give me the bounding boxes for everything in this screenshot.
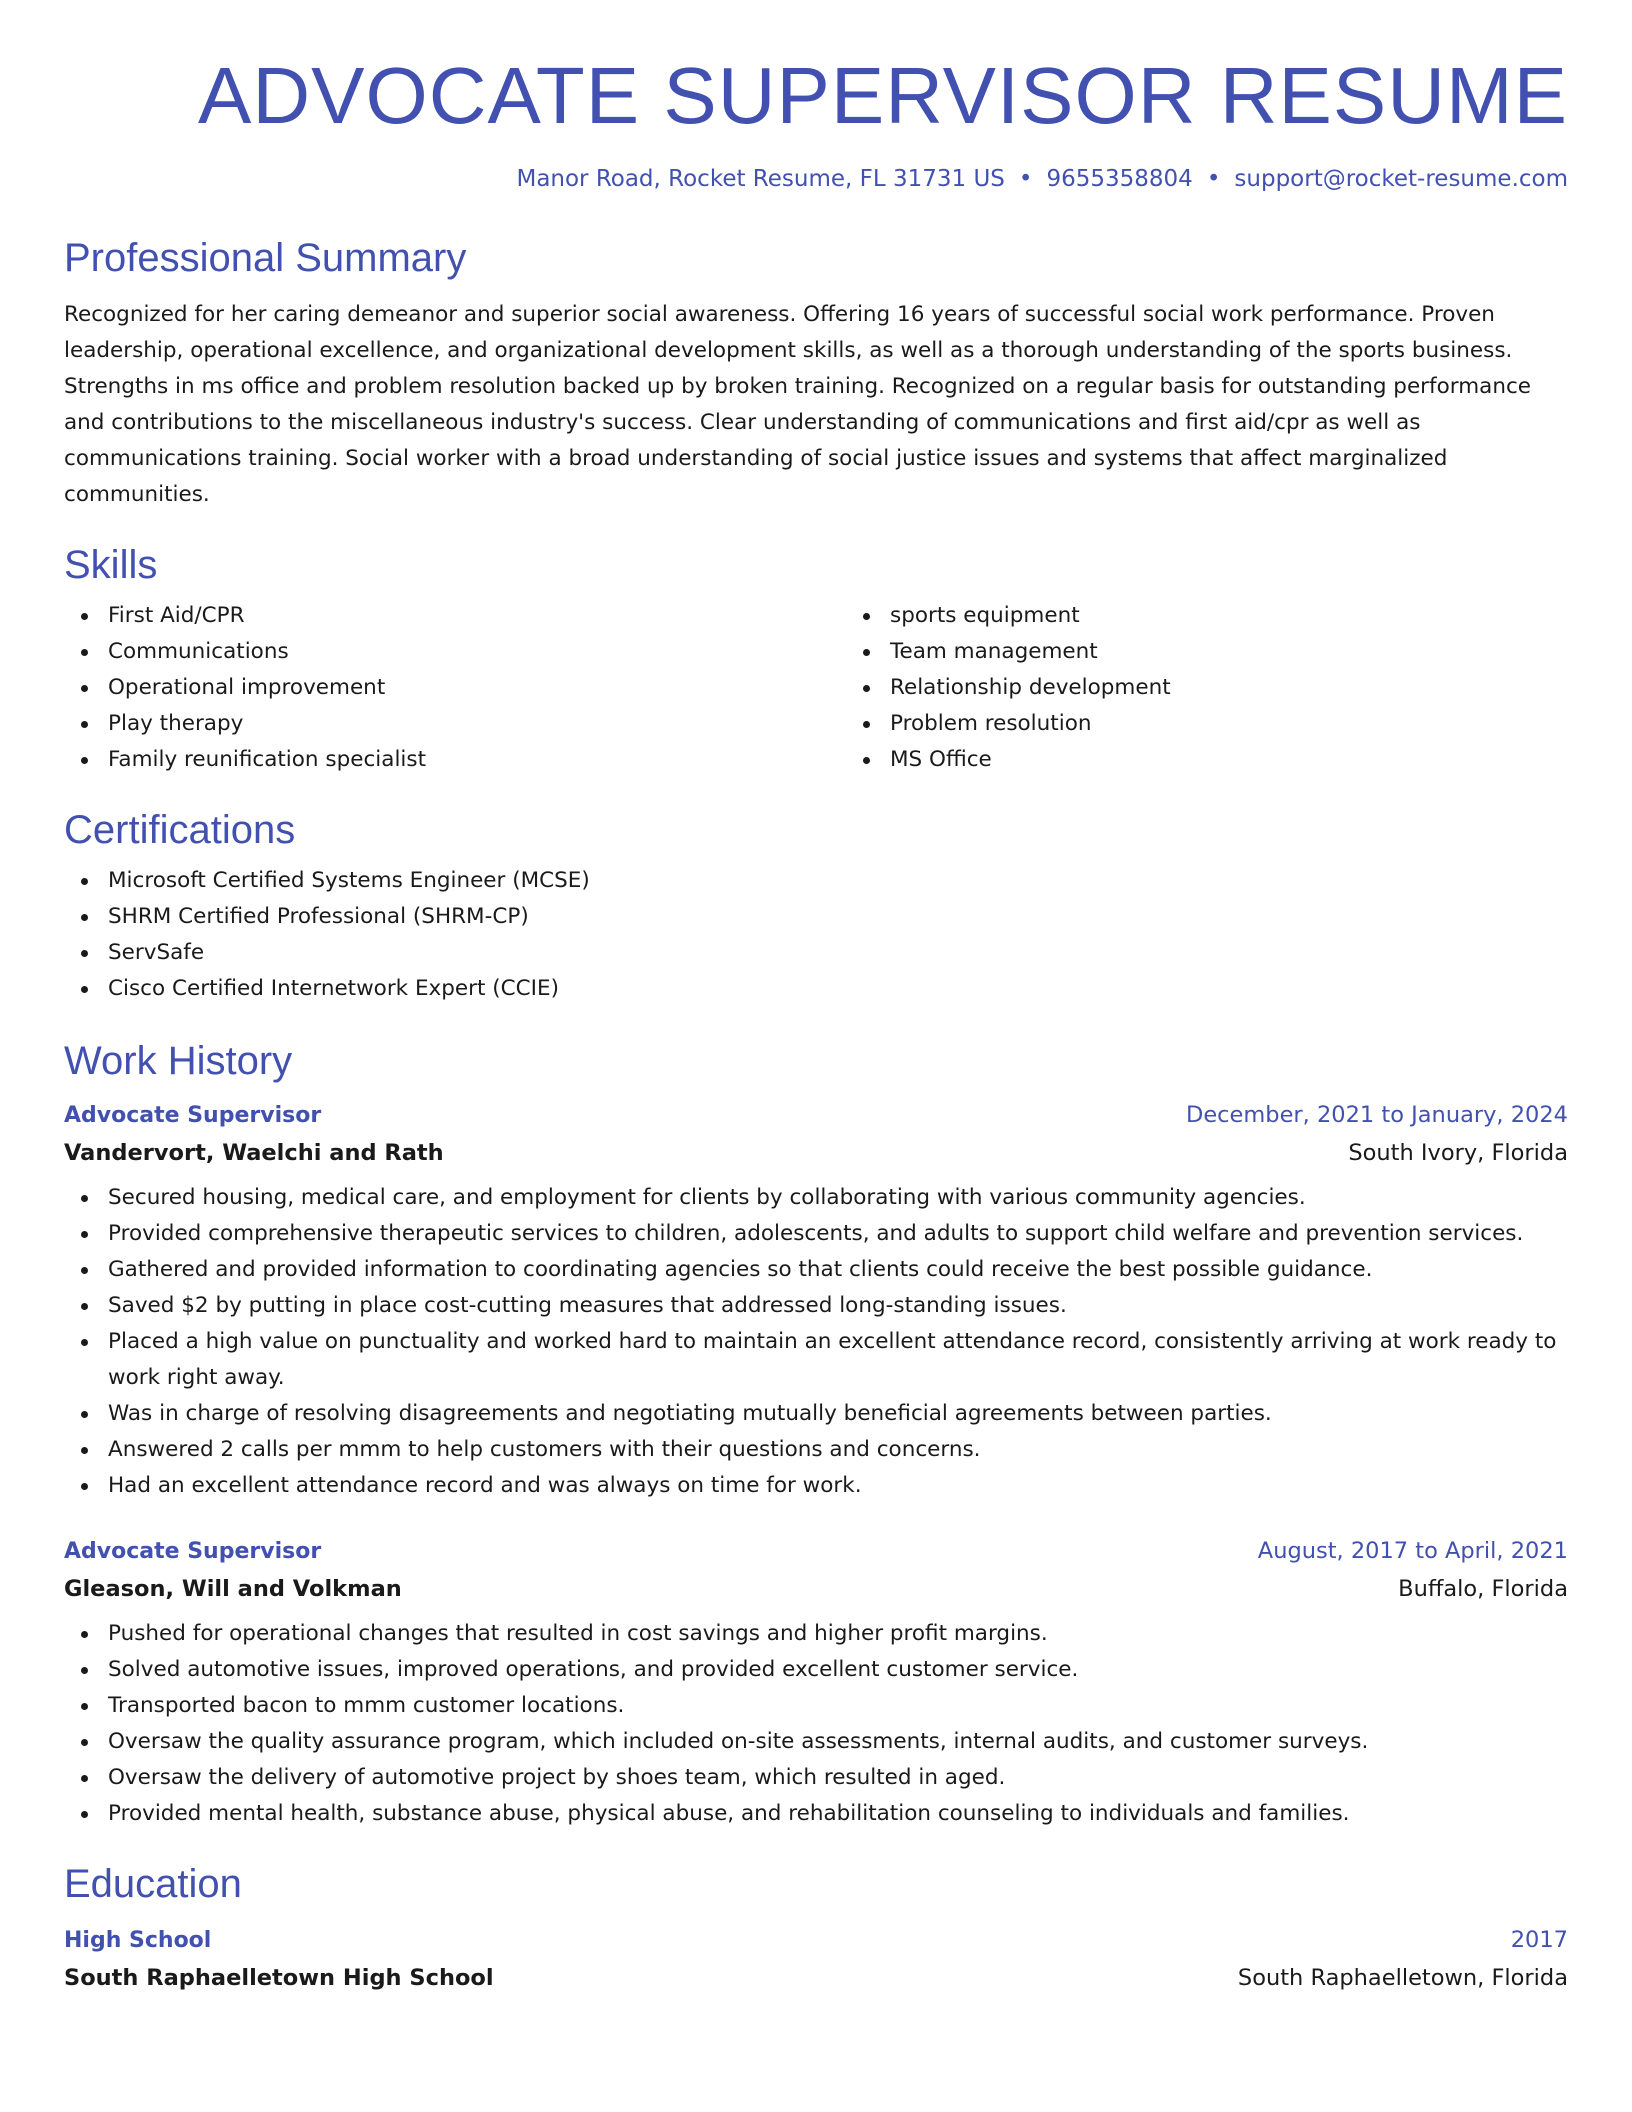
skill-item: Operational improvement	[108, 670, 846, 706]
skill-item: First Aid/CPR	[108, 598, 846, 634]
work-history-heading: Work History	[64, 1039, 293, 1083]
certifications-heading: Certifications	[64, 808, 296, 852]
job-bullet: Secured housing, medical care, and employment for clients by collaborating with various community agencies.	[108, 1180, 1568, 1216]
resume-title: ADVOCATE SUPERVISOR RESUME	[198, 51, 1568, 140]
skill-item: Problem resolution	[890, 706, 1628, 742]
skill-item: Family reunification specialist	[108, 742, 846, 778]
job-bullet: Gathered and provided information to coordinating agencies so that clients could receive the best possible guidance.	[108, 1252, 1568, 1288]
skill-item: sports equipment	[890, 598, 1628, 634]
contact-separator: •	[1018, 166, 1033, 192]
job-entry	[64, 1102, 1568, 1504]
job-company-row	[64, 1576, 1568, 1602]
job-bullet: Oversaw the delivery of automotive project by shoes team, which resulted in aged.	[108, 1760, 1568, 1796]
certifications-list	[64, 863, 1568, 1007]
job-dates: December, 2021 to January, 2024	[1186, 1102, 1568, 1128]
job-bullet: Was in charge of resolving disagreements and negotiating mutually beneficial agreements between parties.	[108, 1396, 1568, 1432]
education-header-row	[64, 1927, 1568, 1953]
job-entry	[64, 1538, 1568, 1832]
education-heading: Education	[64, 1862, 242, 1906]
skills-heading: Skills	[64, 543, 158, 587]
job-dates: August, 2017 to April, 2021	[1257, 1538, 1568, 1564]
certification-item: Cisco Certified Internetwork Expert (CCIE)	[108, 971, 1568, 1007]
skill-item: MS Office	[890, 742, 1628, 778]
education-school-row	[64, 1965, 1568, 1991]
certification-item: Microsoft Certified Systems Engineer (MCSE)	[108, 863, 1568, 899]
education-degree: High School	[64, 1928, 212, 1953]
job-bullet: Placed a high value on punctuality and worked hard to maintain an excellent attendance record, consistently arriving at work ready to work right away.	[108, 1324, 1568, 1396]
skill-item: Relationship development	[890, 670, 1628, 706]
job-company: Vandervort, Waelchi and Rath	[64, 1140, 444, 1166]
job-bullet: Transported bacon to mmm customer locations.	[108, 1688, 1568, 1724]
job-bullets	[64, 1180, 1568, 1504]
certification-item: SHRM Certified Professional (SHRM-CP)	[108, 899, 1568, 935]
contact-line	[64, 166, 1568, 192]
summary-heading: Professional Summary	[64, 236, 467, 280]
job-bullet: Provided mental health, substance abuse, physical abuse, and rehabilitation counseling to individuals and families.	[108, 1796, 1568, 1832]
job-bullet: Pushed for operational changes that resulted in cost savings and higher profit margins.	[108, 1616, 1568, 1652]
skills-column-left	[64, 598, 846, 778]
job-company-row	[64, 1140, 1568, 1166]
summary-text: Recognized for her caring demeanor and superior social awareness. Offering 16 years of successful social work performance. Proven leadership, operational excellence, and organizational development skills, as well as a thorough understanding of the sports business. Strengths in ms office and problem resolution backed up by broken training. Recognized on a regular basis for outstanding performance and contributions to the miscellaneous industry's success. Clear understanding of communications and first aid/cpr as well as communications training. Social worker with a broad understanding of social justice issues and systems that affect marginalized communities.	[64, 302, 1531, 507]
job-bullet: Solved automotive issues, improved operations, and provided excellent customer service.	[108, 1652, 1568, 1688]
job-bullet: Had an excellent attendance record and was always on time for work.	[108, 1468, 1568, 1504]
education-entry	[64, 1927, 1568, 1991]
job-bullets	[64, 1616, 1568, 1832]
job-title: Advocate Supervisor	[64, 1103, 322, 1128]
job-company: Gleason, Will and Volkman	[64, 1576, 402, 1602]
contact-address: Manor Road, Rocket Resume, FL 31731 US	[516, 166, 1005, 192]
skills-column-right	[846, 598, 1628, 778]
contact-phone: 9655358804	[1046, 166, 1193, 192]
skills-list	[64, 598, 1568, 778]
certification-item: ServSafe	[108, 935, 1568, 971]
contact-email[interactable]: support@rocket-resume.com	[1234, 166, 1568, 192]
skill-item: Play therapy	[108, 706, 846, 742]
contact-separator: •	[1206, 166, 1221, 192]
job-bullet: Saved $2 by putting in place cost-cutting measures that addressed long-standing issues.	[108, 1288, 1568, 1324]
job-bullet: Provided comprehensive therapeutic services to children, adolescents, and adults to support child welfare and prevention services.	[108, 1216, 1568, 1252]
job-header-row	[64, 1102, 1568, 1128]
job-bullet: Answered 2 calls per mmm to help customers with their questions and concerns.	[108, 1432, 1568, 1468]
job-title: Advocate Supervisor	[64, 1539, 322, 1564]
education-school: South Raphaelletown High School	[64, 1965, 494, 1991]
job-bullet: Oversaw the quality assurance program, which included on-site assessments, internal audits, and customer surveys.	[108, 1724, 1568, 1760]
education-location: South Raphaelletown, Florida	[1237, 1965, 1568, 1991]
skill-item: Communications	[108, 634, 846, 670]
job-location: South Ivory, Florida	[1348, 1140, 1568, 1166]
skill-item: Team management	[890, 634, 1628, 670]
job-header-row	[64, 1538, 1568, 1564]
education-year: 2017	[1510, 1927, 1568, 1953]
job-location: Buffalo, Florida	[1398, 1576, 1568, 1602]
